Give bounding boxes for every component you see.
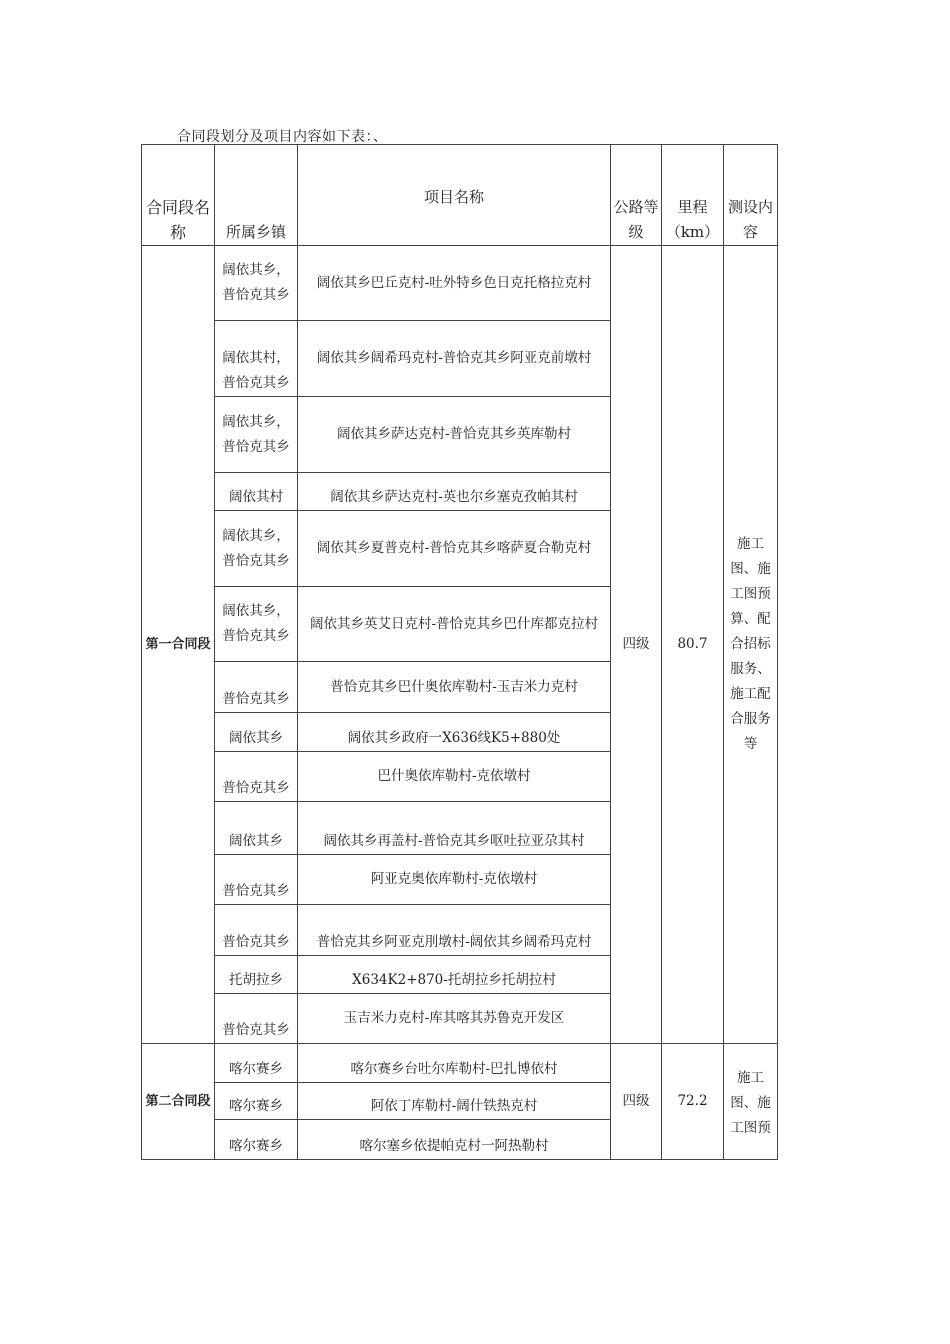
project-cell: 阿亚克奥依库勒村-克依墩村 [298,855,611,905]
town-cell: 喀尔赛乡 [215,1044,298,1083]
project-cell: X634K2+870-托胡拉乡托胡拉村 [298,956,611,994]
distance-cell: 80.7 [662,246,724,1044]
project-cell: 阔依其乡巴丘克村-吐外特乡色日克托格拉克村 [298,246,611,321]
project-cell: 阔依其乡政府一X636线K5+880处 [298,713,611,752]
table-row [142,1044,778,1083]
project-cell: 喀尔赛乡台吐尔库勒村-巴扎博依村 [298,1044,611,1083]
town-cell: 阔依其村，普恰克其乡 [215,321,298,397]
project-cell: 阔依其乡萨达克村-英也尔乡塞克孜帕其村 [298,473,611,511]
town-cell: 普恰克其乡 [215,662,298,713]
project-cell: 阔依其乡阔希玛克村-普恰克其乡阿亚克前墩村 [298,321,611,397]
grade-cell: 四级 [611,1044,662,1160]
project-cell: 阿依丁库勒村-阔什铁热克村 [298,1083,611,1120]
project-cell: 巴什奥依库勒村-克依墩村 [298,752,611,802]
town-cell: 普恰克其乡 [215,855,298,905]
town-cell: 阔依其乡，普恰克其乡 [215,587,298,662]
contract-table [141,144,778,1160]
header-scope: 测设内容 [724,145,778,246]
scope-cell: 施工图、施工图预算、配合招标服务、施工配合服务等 [724,246,778,1044]
town-cell: 喀尔赛乡 [215,1083,298,1120]
project-cell: 阔依其乡萨达克村-普恰克其乡英库勒村 [298,397,611,473]
town-cell: 阔依其乡 [215,802,298,855]
town-cell: 阔依其乡，普恰克其乡 [215,511,298,587]
project-cell: 普恰克其乡阿亚克刖墩村-阔依其乡阔希玛克村 [298,905,611,956]
header-row [142,145,778,246]
intro-text: 合同段划分及项目内容如下表：、 [177,129,388,145]
project-cell: 普恰克其乡巴什奥依库勒村-玉吉米力克村 [298,662,611,713]
town-cell: 阔依其乡，普恰克其乡 [215,246,298,321]
town-cell: 托胡拉乡 [215,956,298,994]
header-segment: 合同段名称 [142,145,215,246]
header-town: 所属乡镇 [215,145,298,246]
project-cell: 阔依其乡再盖村-普恰克其乡呕吐拉亚尕其村 [298,802,611,855]
town-cell: 普恰克其乡 [215,905,298,956]
header-grade: 公路等级 [611,145,662,246]
project-cell: 阔依其乡夏普克村-普恰克其乡喀萨夏合勒克村 [298,511,611,587]
table-row [142,246,778,321]
town-cell: 阔依其村 [215,473,298,511]
project-cell: 阔依其乡英艾日克村-普恰克其乡巴什库都克拉村 [298,587,611,662]
header-project: 项目名称 [298,145,611,246]
town-cell: 普恰克其乡 [215,994,298,1044]
town-cell: 阔依其乡，普恰克其乡 [215,397,298,473]
project-cell: 玉吉米力克村-库其喀其苏鲁克开发区 [298,994,611,1044]
distance-cell: 72.2 [662,1044,724,1160]
segment-name: 第二合同段 [142,1044,215,1160]
town-cell: 喀尔赛乡 [215,1120,298,1160]
header-distance: 里程（km） [662,145,724,246]
scope-cell: 施工图、施工图预 [724,1044,778,1160]
project-cell: 喀尔塞乡依提帕克村一阿热勒村 [298,1120,611,1160]
town-cell: 普恰克其乡 [215,752,298,802]
grade-cell: 四级 [611,246,662,1044]
town-cell: 阔依其乡 [215,713,298,752]
segment-name: 第一合同段 [142,246,215,1044]
